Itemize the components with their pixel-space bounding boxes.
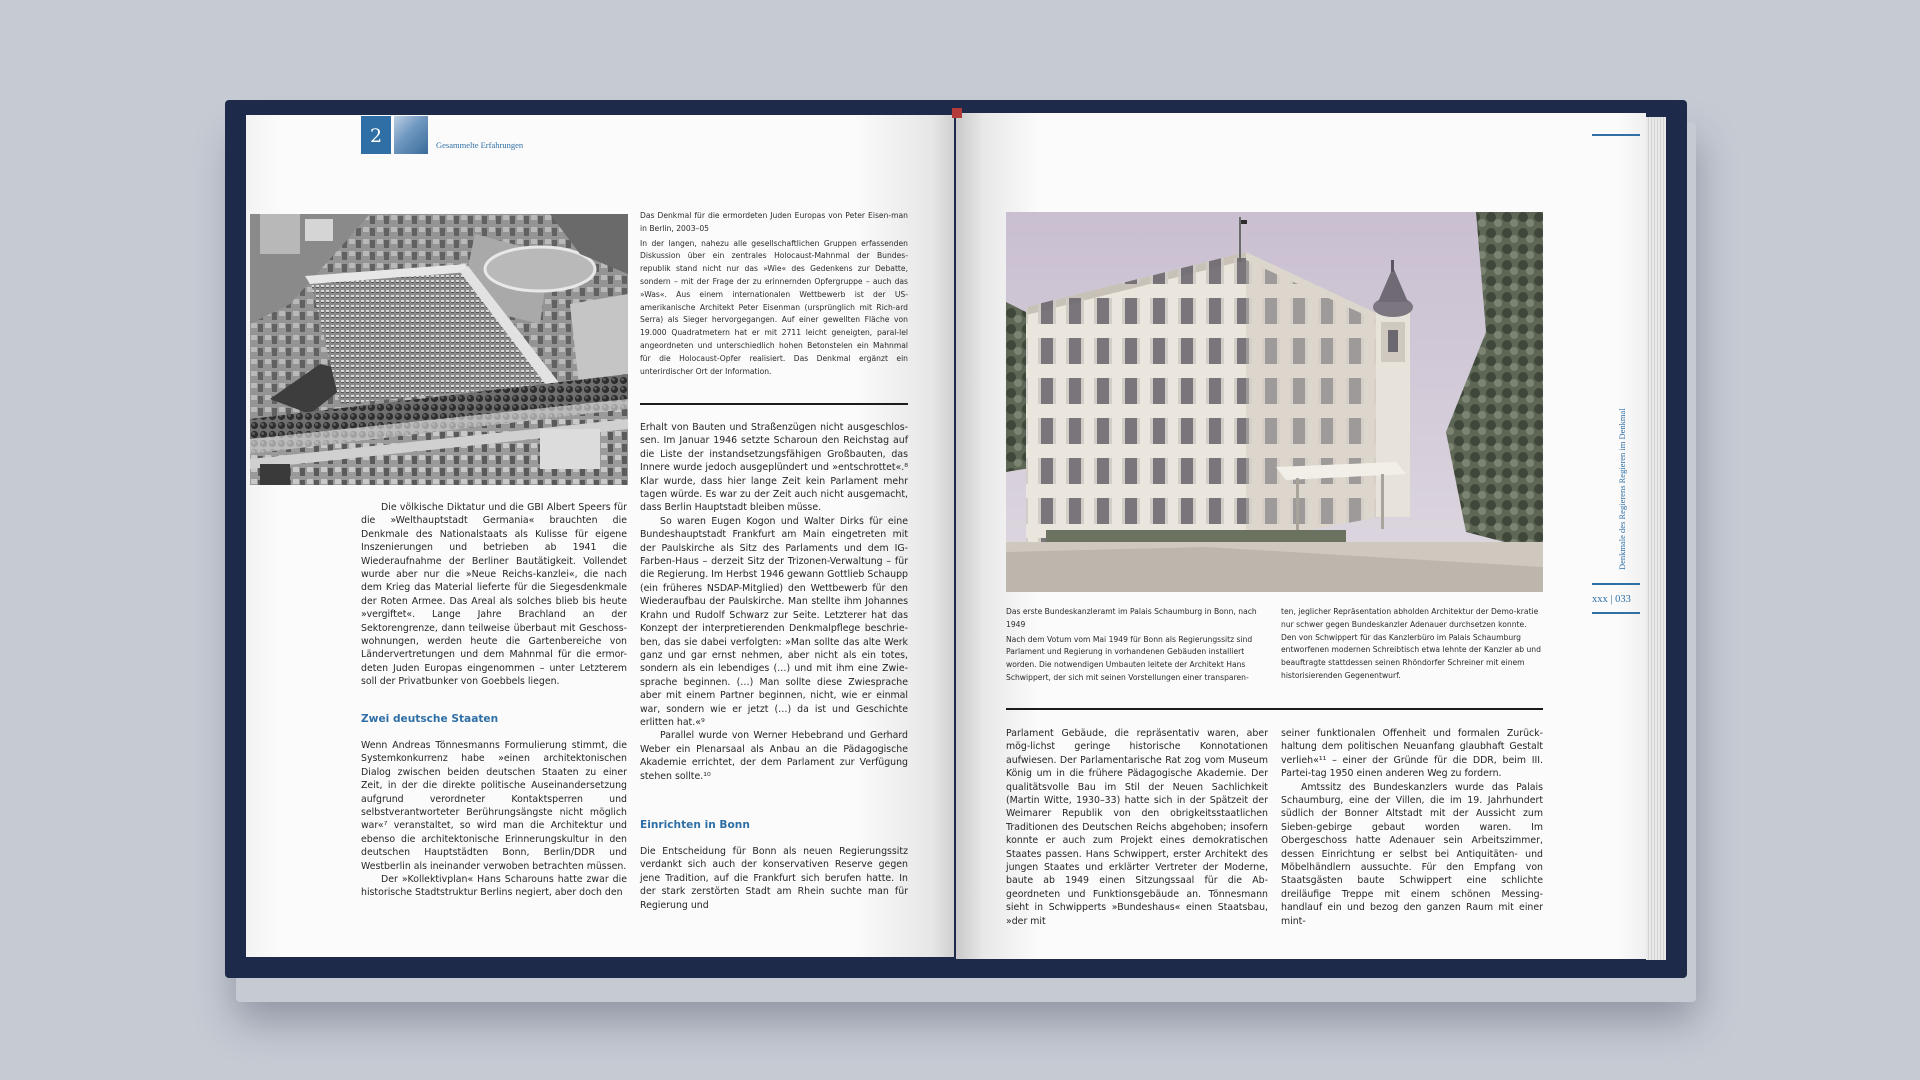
paragraph: Parlament Gebäude, die repräsentativ waren, aber mög-lichst geringe historische Konnotationen aufwiesen. Der Parlamentarische Rat zog vom Museum König um in die frühere Pädagogische Akademie. Der qualitätsvolle Bau im Stil der Neuen Sachlichkeit (Martin Witte, 1930–33) hatte sich in der Spätzeit der Weimarer Republik von den obrigkeitsstaatlichen Traditionen des Deutschen Reichs abgehoben; insofern konnte er auch zum Projekt eines demokratischen Staates passen. Hans Schwippert, erster Architekt des jungen Staates und erklärter Vertreter der Moderne, baute ab 1949 einen Sitzungssaal für die Ab-geordneten und Funktionsgebäude an. Tönnesmann sieht in Schwipperts »Bundeshaus« einen Staatsbau, »der mit — [1006, 728, 1268, 927]
section-heading-zwei-staaten: Zwei deutsche Staaten — [361, 713, 499, 725]
paragraph: Parallel wurde von Werner Hebebrand und Gerhard Weber ein Plenarsaal als Anbau an die Pädagogische Akademie errichtet, der dem Parlament zur Verfügung stehen sollte.¹⁰ — [640, 730, 908, 782]
chapter-title: Gesammelte Erfahrungen — [436, 140, 524, 150]
palais-caption-right — [1281, 606, 1543, 683]
folio-rule-bottom — [1592, 612, 1640, 614]
caption-rule — [640, 403, 908, 405]
folio-rule-top — [1592, 583, 1640, 585]
caption-title: Das erste Bundeskanzleramt im Palais Schaumburg in Bonn, nach 1949 — [1006, 607, 1257, 629]
bookmark-ribbon — [952, 108, 962, 118]
page-folio: xxx | 033 — [1592, 594, 1631, 605]
memorial-aerial-photo — [250, 214, 628, 485]
top-accent-rule — [1592, 134, 1640, 136]
palais-schaumburg-photo — [1006, 212, 1543, 592]
chapter-thumbnail — [394, 116, 428, 154]
caption-text: In der langen, nahezu alle gesellschaftlichen Gruppen erfassenden Diskussion über ein zentrales Holocaust-Mahnmal der Bundes-republik stand nicht nur das »Wie« des Gedenkens zur Debatte, sondern – mit der Frage der zu erinnernden Opfergruppe – auch das »Was«. Aus einem internationalen Wettbewerb ist der US-amerikanische Architekt Peter Eisenman (ursprünglich mit Rich-ard Serra) als Sieger hervorgegangen. Auf einer gewellten Fläche von 19.000 Quadratmetern hat er mit 2711 leicht geneigten, paral-lel angeordneten und unterschiedlich hohen Betonstelen ein Mahnmal für die Holocaust-Opfer realisiert. Das Denkmal ergänzt ein unterirdischer Ort der Information. — [640, 238, 908, 376]
left-column-2 — [640, 421, 908, 783]
left-column-1 — [361, 501, 627, 689]
paragraph: So waren Eugen Kogon und Walter Dirks für eine Bundeshauptstadt Frankfurt am Main eingetreten mit der Paulskirche als Sitz des Parlaments und dem IG-Farben-Haus – derzeit Sitz der Trizonen-Verwaltung – für die Regierung. Im Herbst 1946 gewann Gottlieb Schaupp (ein früheres NSDAP-Mitglied) den Wettbewerb für den Wiederaufbau der Paulskirche. Man stellte ihm Johannes Krahn und Rudolf Schwarz zur Seite. Letzterer hat das Konzept der interpretierenden Denkmalpflege beschrie-ben, das sie dabei verfolgten: »Man sollte das alte Werk ganz und gar ernst nehmen, aber nicht als ein totes, sondern als ein lebendiges (…) und mit ihm eine Zwie-sprache beginnen. (…) Man sollte diese Zwiesprache aber mit einem Partner beginnen, nicht, wie er einmal war, sondern wie er jetzt (…) da ist und Geschichte erlitten hat.«⁹ — [640, 515, 908, 728]
caption-text: ten, jeglicher Repräsentation abholden Architektur der Demo-kratie nur schwer gegen Bundeskanzler Adenauer durchsetzen konnte. Den von Schwippert für das Kanzlerbüro im Palais Schaumburg entworfenen modernen Schreibtisch etwa lehnte der Kanzler ab und beauftragte stattdessen seinen Rhöndorfer Schreiner mit einem historisierenden Gegenentwurf. — [1281, 607, 1541, 680]
palais-caption-left — [1006, 606, 1268, 685]
left-column-2-lower — [640, 845, 908, 912]
section-heading-bonn: Einrichten in Bonn — [640, 819, 750, 831]
caption-text: Nach dem Votum vom Mai 1949 für Bonn als Regierungssitz sind Parlament und Regierung in vorhandenen Gebäuden installiert worden. Die notwendigen Umbauten leitete der Architekt Hans Schwippert, der sich mit seinen Vorstellungen einer transparen- — [1006, 634, 1253, 682]
paragraph: Erhalt von Bauten und Straßenzügen nicht ausgeschlos-sen. Im Januar 1946 setzte Scharoun den Reichstag auf die Liste der instandsetzungsfähigen Großbauten, das Innere wurde jedoch ausgeplündert und »entschrottet«.⁸ Klar wurde, dass hier lange Zeit kein Parlament mehr tagen würde. Es war zu der Zeit auch nicht ausgemacht, dass Berlin Hauptstadt bleiben müsse. — [640, 422, 908, 514]
paragraph: Der »Kollektivplan« Hans Scharouns hatte zwar die historische Stadtstruktur Berlins negiert, aber doch den — [361, 874, 627, 899]
running-head-text: Denkmale des Regierens Regieren im Denkmal — [1617, 408, 1627, 570]
running-head — [1617, 400, 1631, 570]
paragraph: seiner funktionalen Offenheit und formalen Zurück-haltung dem politischen Neuanfang glaubhaft Gestalt verlieh«¹¹ – einer der Gründe für die DDR, beim III. Partei-tag 1950 einen anderen Weg zu fordern. — [1281, 728, 1543, 780]
caption-title: Das Denkmal für die ermordeten Juden Europas von Peter Eisen-man in Berlin, 2003–05 — [640, 211, 908, 233]
paragraph: Wenn Andreas Tönnesmanns Formulierung stimmt, die Systemkonkurrenz habe »einen architektonischen Dialog zwischen beiden deutschen Staaten zu einer Zeit, in der die direkte politische Auseinandersetzung aufgrund verordneter Kontaktsperren und selbstverantworteter Berührungsängste nicht möglich war«⁷ veranstaltet, so wird man die Architektur und ebenso die architektonische Erinnerungskultur in den deutschen Hauptstädten Bonn, Berlin/DDR und Westberlin als ineinander verwoben betrachten müssen. — [361, 740, 627, 872]
paragraph: Die völkische Diktatur und die GBI Albert Speers für die »Welthauptstadt Germania« brauchten die Denkmale des Nationalstaats als Kulisse für eigene Inszenierungen und betrieben ab 1941 die Wiederaufnahme der Berliner Bautätigkeit. Vollendet wurde aber nur die »Neue Reichs-kanzlei«, die nach dem Krieg das Material lieferte für die Siegesdenkmale der Roten Armee. Das Areal als solches blieb bis heute »vergiftet«. Lange Jahre Brachland an der Sektorengrenze, dann teilweise überbaut mit Geschoss-wohnungen, werden heute die Gartenbereiche von Ländervertretungen und dem Mahnmal für die ermor-deten Juden Europas eingenommen – unter Letzterem soll der Privatbunker von Goebbels liegen. — [361, 502, 627, 688]
page-edges — [1646, 117, 1666, 960]
right-column-2 — [1281, 727, 1543, 928]
memorial-photo-caption — [640, 210, 908, 378]
caption-rule — [1006, 708, 1543, 710]
chapter-number: 2 — [361, 116, 391, 154]
right-column-1 — [1006, 727, 1268, 928]
left-column-1-lower — [361, 739, 627, 900]
paragraph: Die Entscheidung für Bonn als neuen Regierungssitz verdankt sich auch der konservativen Reserve gegen jene Tradition, auf die Frankfurt sich berufen hatte. In der stark zerstörten Stadt am Rhein suchte man für Regierung und — [640, 846, 908, 911]
paragraph: Amtssitz des Bundeskanzlers wurde das Palais Schaumburg, eine der Villen, die im 19. Jahrhundert südlich der Bonner Altstadt mit der Aussicht zum Sieben-gebirge gebaut worden waren. Im Obergeschoss hatte Adenauer sein Arbeitszimmer, dessen Einrichtung er selbst bei Antiquitäten- und Möbelhändlern aussuchte. Für den Empfang von Staatsgästen baute Schwippert eine schlichte dreiläufige Treppe mit einem schönen Messing-handlauf ein und bezog den ganzen Raum mit einer mint- — [1281, 781, 1543, 927]
